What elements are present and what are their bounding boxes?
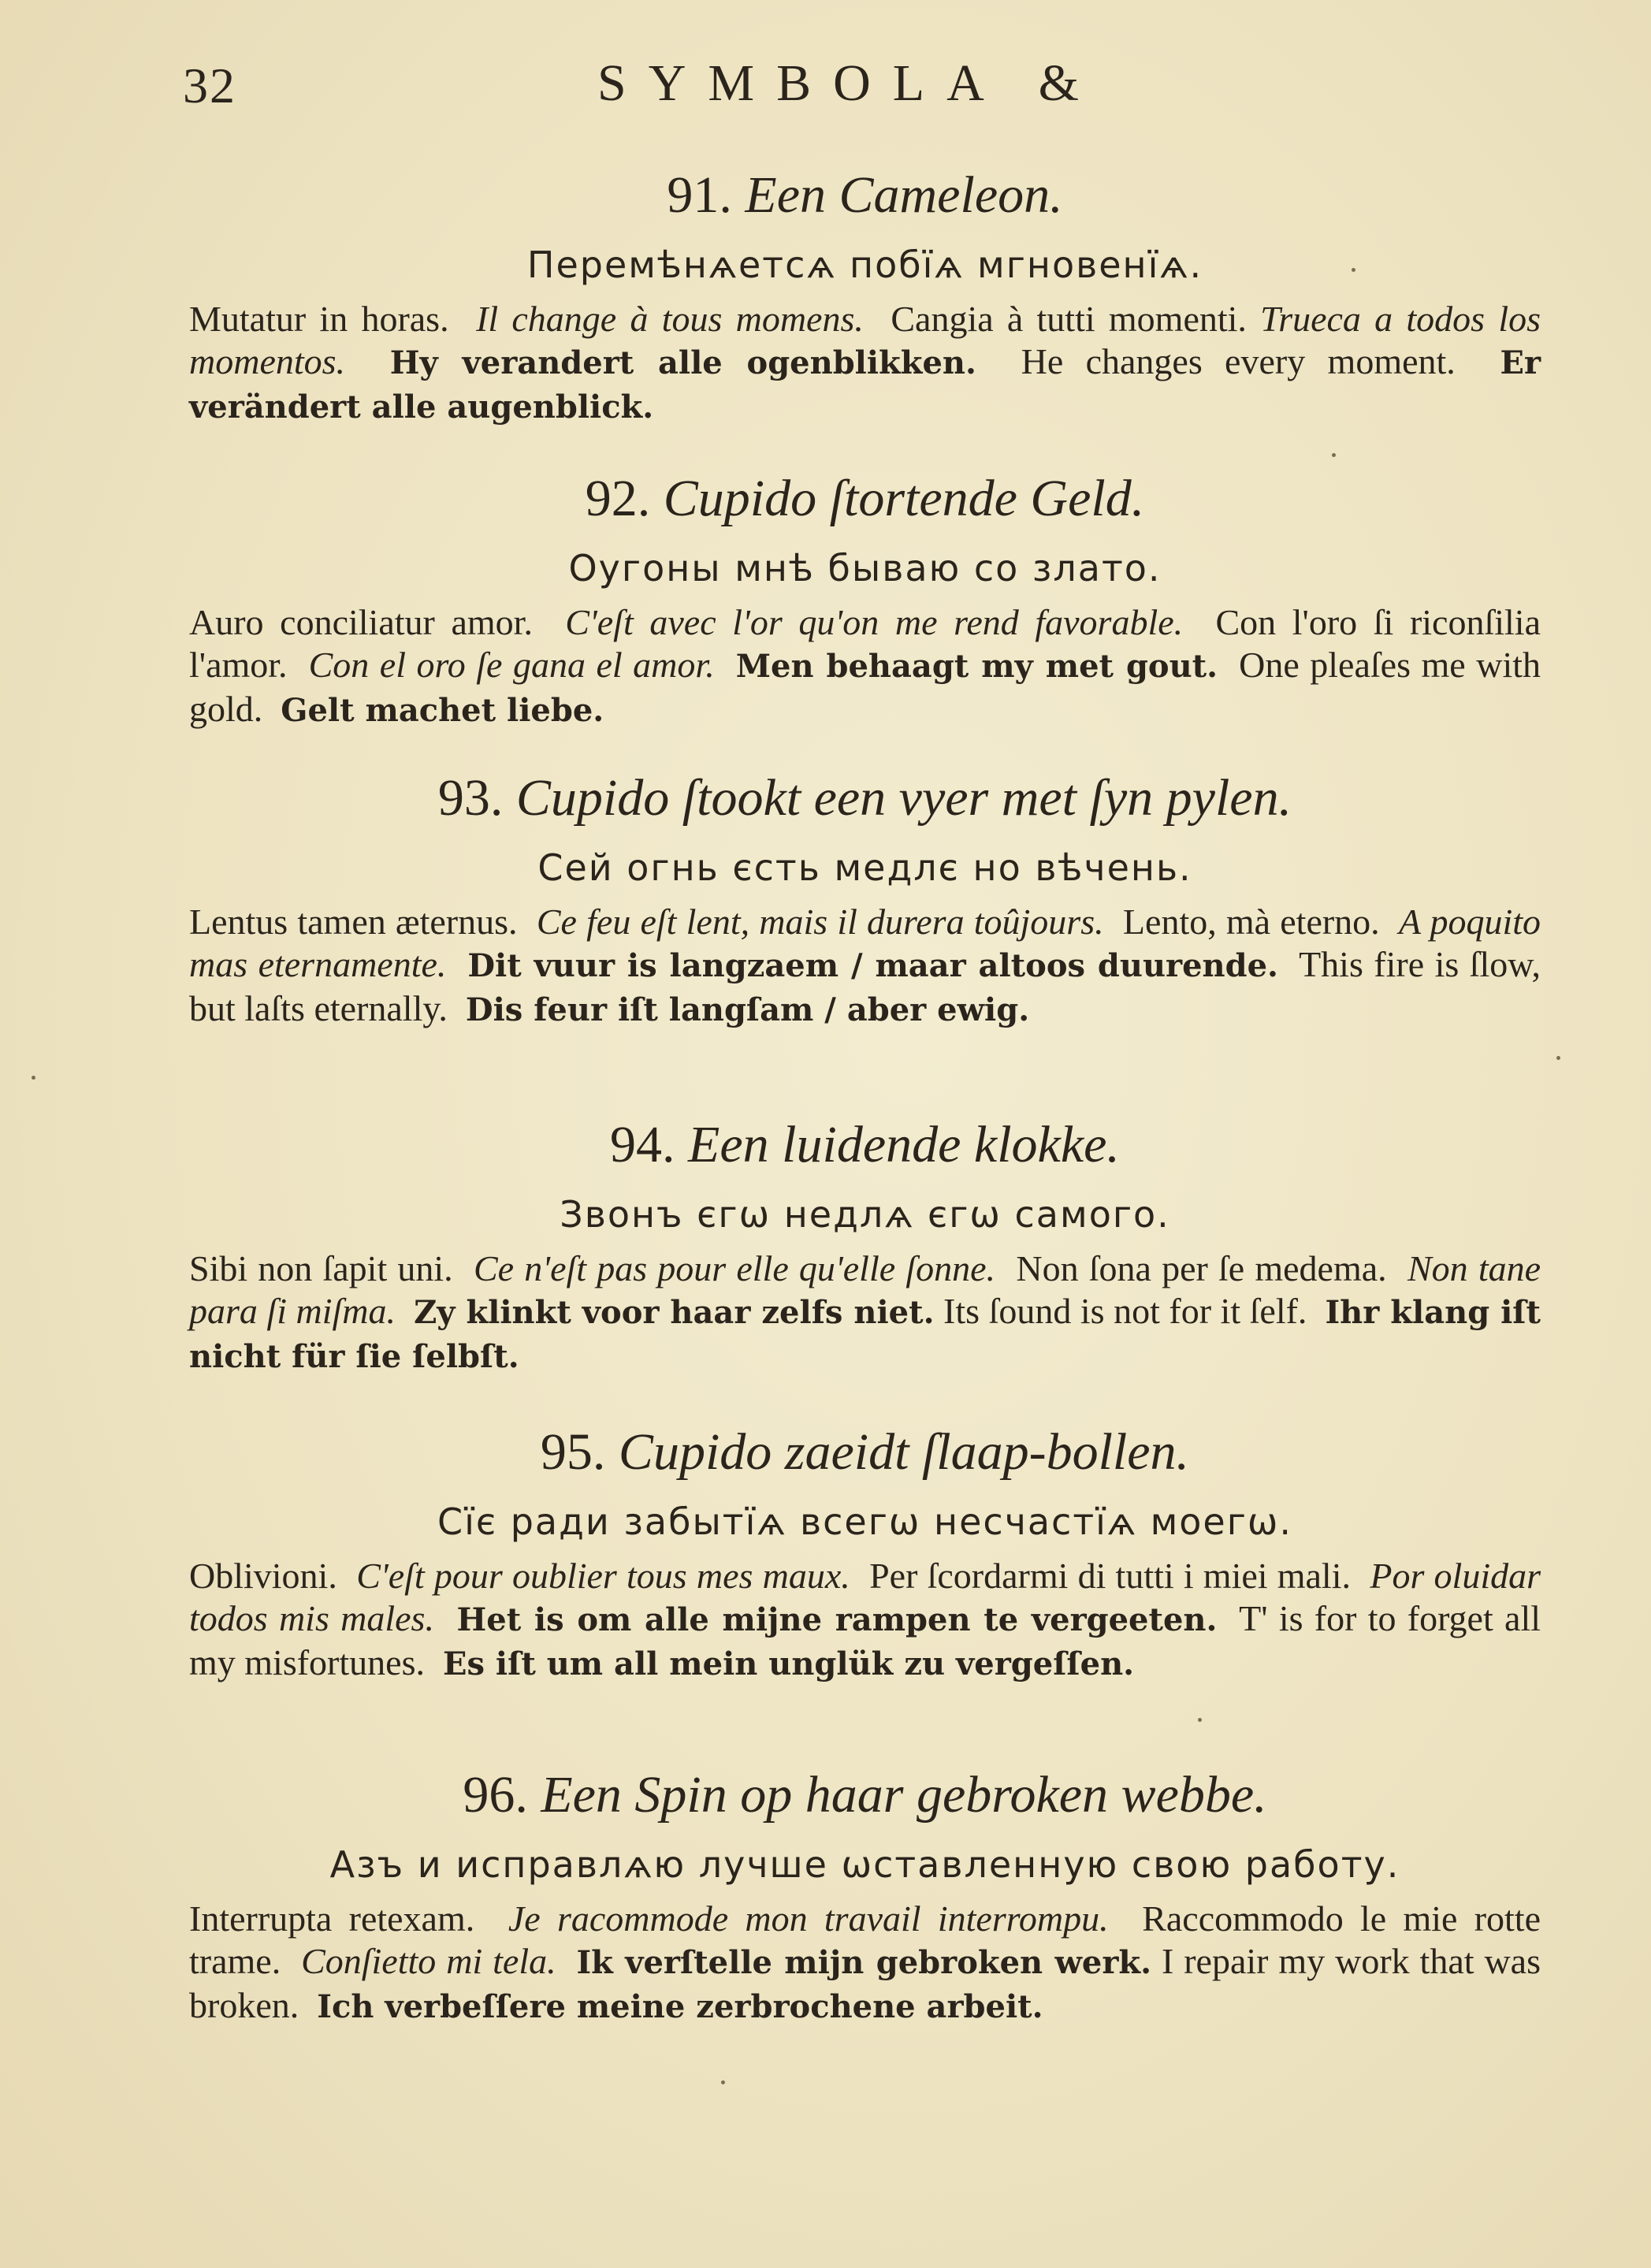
dutch-motto: Het is om alle mijne rampen te vergeeten. (456, 1601, 1218, 1638)
emblem-entry-94 (189, 1116, 1541, 1378)
entry-number: 93. (437, 769, 504, 827)
spanish-motto: Por oluidar todos mis males. (189, 1555, 1541, 1638)
english-motto: This fire is ſlow, but laſts eternally. (189, 943, 1541, 1028)
entry-title-text: Cupido zaeidt ſlaap-bollen. (618, 1423, 1190, 1481)
slavonic-motto: Азъ и исправлѧю лучше ѡставленную свою работу. (329, 1843, 1400, 1886)
english-motto: I repair my work that was broken. (189, 1940, 1541, 2025)
entry-translations (189, 1555, 1541, 1686)
german-motto: Gelt machet liebe. (281, 691, 604, 729)
entry-title (189, 1423, 1541, 1481)
slavonic-motto: Сей огнь єсть медлє но вѣчень. (537, 846, 1192, 889)
entry-translations (189, 1898, 1541, 2028)
italian-motto: Per ſcordarmi di tutti i miei mali. (869, 1555, 1351, 1596)
french-motto: Il change à tous momens. (476, 298, 864, 339)
emblem-entry-96 (189, 1766, 1541, 2028)
french-motto: Ce n'eſt pas pour elle qu'elle ſonne. (474, 1247, 996, 1288)
entry-title-text: Een Spin op haar gebroken webbe. (541, 1766, 1267, 1824)
latin-motto: Sibi non ſapit uni. (189, 1247, 453, 1288)
latin-motto: Lentus tamen æternus. (189, 901, 518, 942)
english-motto: T' is for to forget all my misfortunes. (189, 1597, 1541, 1682)
entry-number: 94. (610, 1116, 675, 1173)
spanish-motto: Non tane para ſi miſma. (189, 1247, 1541, 1331)
italian-motto: Raccommodo le mie rotte trame. (189, 1898, 1541, 1981)
latin-motto: Oblivioni. (189, 1555, 337, 1596)
slavonic-motto: Оугоны мнѣ бываю со злато. (568, 547, 1162, 589)
spanish-motto: Trueca a todos los momentos. (189, 298, 1541, 381)
french-motto: C'eſt pour oublier tous mes maux. (356, 1555, 850, 1596)
entry-translations (189, 298, 1541, 429)
french-motto: Je racommode mon travail interrompu. (508, 1898, 1109, 1939)
german-motto: Es iſt um all mein unglük zu vergeſſen. (442, 1645, 1135, 1682)
german-motto: Ihr klang iſt nicht für ſie ſelbſt. (189, 1293, 1541, 1375)
paper-speck (721, 2080, 725, 2084)
entry-translations (189, 601, 1541, 732)
latin-motto: Interrupta retexam. (189, 1898, 475, 1939)
running-head: SYMBOLA & (597, 54, 1101, 112)
entry-title (189, 166, 1541, 224)
english-motto: He changes every moment. (1021, 340, 1456, 381)
entry-title-text: Een luidende klokke. (688, 1116, 1120, 1173)
entry-translations (189, 1247, 1541, 1378)
german-motto: Ich verbeſſere meine zerbrochene arbeit. (317, 1987, 1043, 2025)
entry-number: 95. (540, 1423, 606, 1481)
slavonic-motto: Звонъ єгѡ недлѧ єгѡ самого. (560, 1193, 1170, 1236)
french-motto: C'eſt avec l'or qu'on me rend favorable. (565, 601, 1184, 642)
italian-motto: Non ſona per ſe medema. (1016, 1247, 1387, 1288)
paper-speck (1198, 1718, 1202, 1722)
italian-motto: Lento, mà eterno. (1122, 901, 1380, 942)
entry-title (189, 1116, 1541, 1173)
dutch-motto: Men behaagt my met gout. (735, 647, 1218, 685)
italian-motto: Con l'oro ſi riconſilia l'amor. (189, 601, 1541, 685)
entry-title-text: Cupido ſtookt een vyer met ſyn pylen. (515, 769, 1292, 827)
german-motto: Er verändert alle augenblick. (189, 344, 1541, 426)
emblem-entry-93 (189, 769, 1541, 1032)
german-motto: Dis feur iſt langſam / aber ewig. (465, 991, 1030, 1028)
paper-speck (32, 1076, 35, 1080)
latin-motto: Auro conciliatur amor. (189, 601, 533, 642)
paper-speck (1352, 268, 1355, 272)
english-motto: One pleaſes me with gold. (189, 644, 1541, 729)
emblem-entry-95 (189, 1423, 1541, 1686)
page-number: 32 (183, 58, 236, 113)
spanish-motto: A poquito mas eternamente. (189, 901, 1541, 984)
entry-title (189, 769, 1541, 827)
slavonic-motto: Перемѣнѧетсѧ побїѧ мгновенїѧ. (526, 244, 1203, 286)
emblem-entry-91 (189, 166, 1541, 429)
english-motto: Its ſound is not for it ſelf. (943, 1290, 1307, 1331)
entry-title (189, 470, 1541, 527)
paper-speck (1556, 1056, 1560, 1060)
entry-translations (189, 901, 1541, 1032)
slavonic-motto: Сїє ради забытїѧ всегѡ несчастїѧ моегѡ. (437, 1500, 1293, 1543)
entry-title-text: Cupido ſtortende Geld. (663, 470, 1145, 527)
italian-motto: Cangia à tutti momenti. (891, 298, 1247, 339)
emblem-entry-92 (189, 470, 1541, 732)
french-motto: Ce feu eſt lent, mais il durera toûjours. (536, 901, 1104, 942)
latin-motto: Mutatur in horas. (189, 298, 449, 339)
dutch-motto: Hy verandert alle ogenblikken. (389, 344, 976, 381)
dutch-motto: Dit vuur is langzaem / maar altoos duurende. (467, 946, 1278, 984)
entry-title (189, 1766, 1541, 1824)
paper-speck (1332, 453, 1336, 457)
dutch-motto: Ik verſtelle mijn gebroken werk. (576, 1943, 1152, 1981)
entry-number: 92. (585, 470, 651, 527)
dutch-motto: Zy klinkt voor haar zelfs niet. (414, 1293, 935, 1331)
entry-number: 91. (667, 166, 732, 224)
entry-title-text: Een Cameleon. (745, 166, 1063, 224)
spanish-motto: Conſietto mi tela. (301, 1940, 556, 1981)
spanish-motto: Con el oro ſe gana el amor. (308, 644, 715, 685)
entry-number: 96. (463, 1766, 528, 1824)
